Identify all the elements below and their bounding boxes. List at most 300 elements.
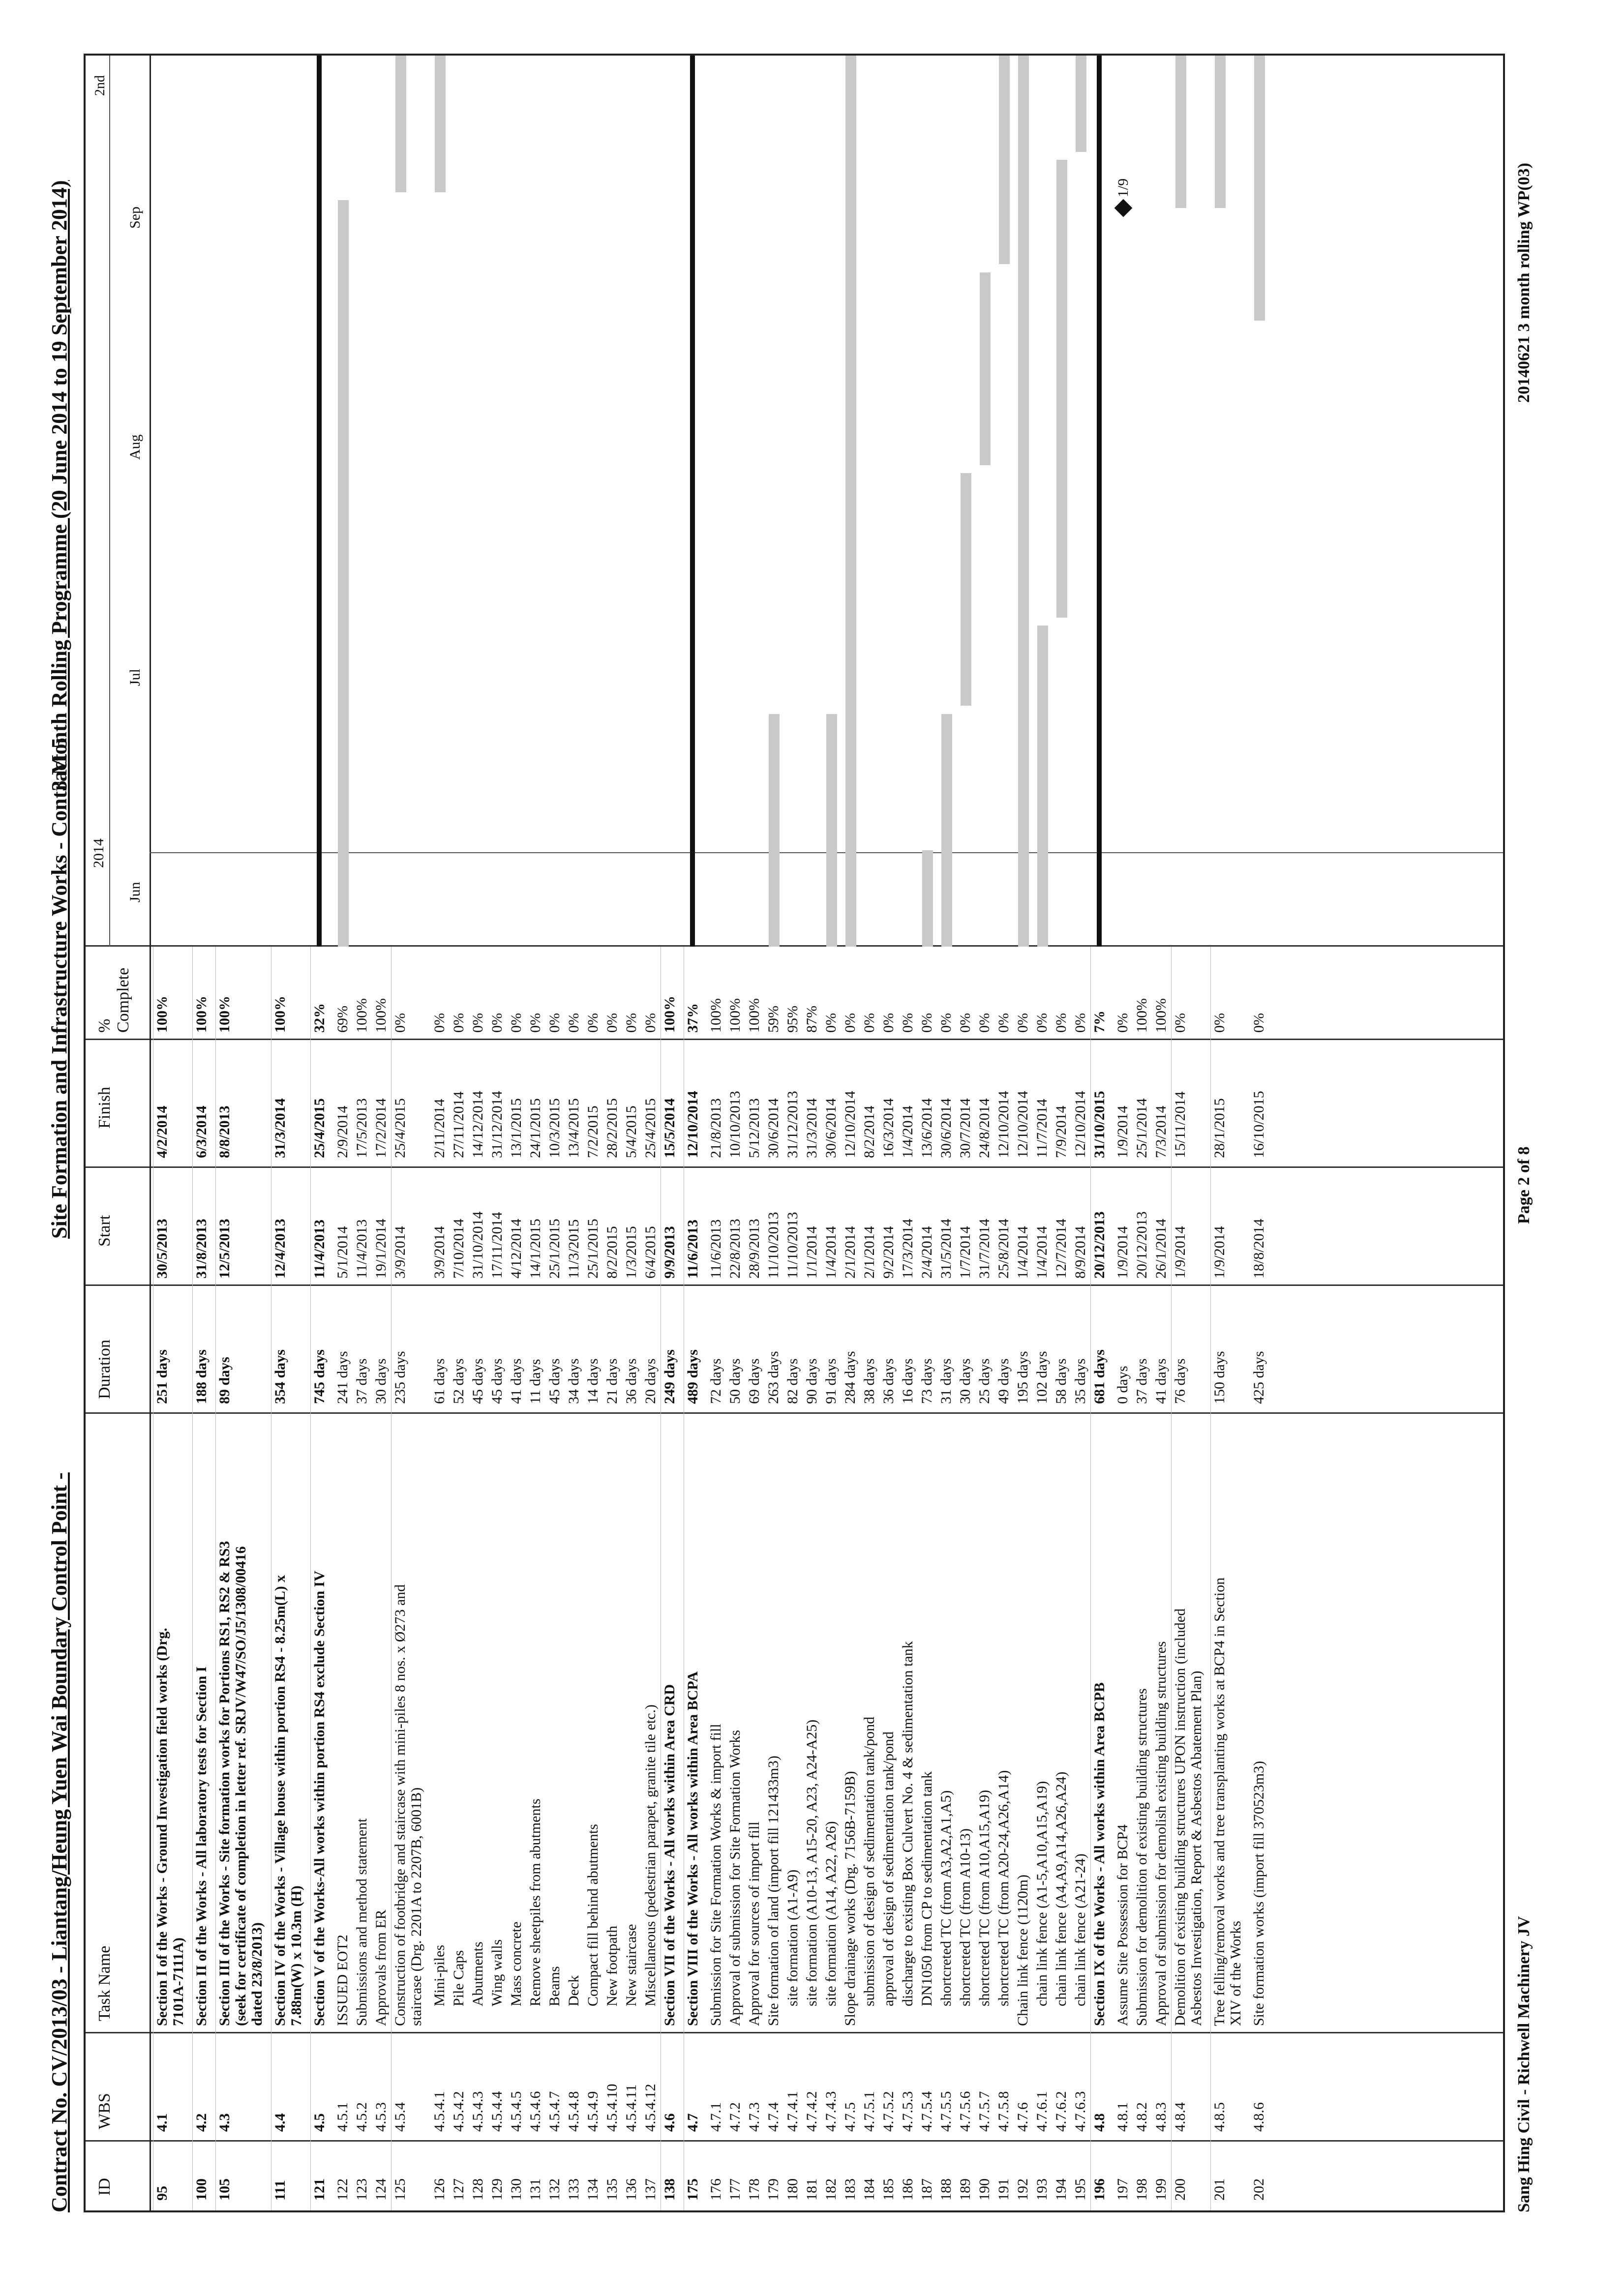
- row-id: 197: [1114, 2178, 1131, 2201]
- col-header-duration: Duration: [95, 1340, 114, 1399]
- row-duration: 73 days: [919, 1358, 935, 1404]
- row-task-name: shortcreted TC (from A3,A2,A1,A5): [938, 1790, 954, 2006]
- row-duration: 30 days: [373, 1358, 389, 1404]
- row-finish: 7/2/2015: [585, 1105, 601, 1158]
- row-task-name: DN1050 from CP to sedimentation tank: [919, 1771, 935, 2006]
- row-task-name: approval of design of sedimentation tank/pond: [880, 1731, 897, 2006]
- row-start: 3/9/2014: [431, 1226, 448, 1279]
- row-finish: 2/9/2014: [334, 1105, 351, 1158]
- row-start: 11/10/2013: [765, 1212, 782, 1279]
- milestone-marker: [1114, 199, 1133, 217]
- row-start: 31/10/2014: [470, 1211, 486, 1279]
- row-task-name: Submissions and method statement: [354, 1818, 370, 2026]
- row-finish: 8/8/2013: [216, 1105, 233, 1158]
- row-complete: 0%: [976, 1013, 992, 1033]
- row-duration: 41 days: [1153, 1358, 1169, 1404]
- row-start: 1/4/2014: [1034, 1226, 1050, 1279]
- row-wbs: 4.7.6.1: [1034, 2091, 1050, 2132]
- row-duration: 36 days: [880, 1358, 897, 1404]
- task-bar: [395, 56, 406, 192]
- row-task-name: Abutments: [470, 1941, 486, 2006]
- row-finish: 30/6/2014: [765, 1098, 782, 1158]
- row-wbs: 4.7.5.7: [976, 2091, 992, 2132]
- row-complete: 100%: [1134, 998, 1150, 1033]
- row-finish: 25/1/2014: [1134, 1098, 1150, 1158]
- row-duration: 30 days: [957, 1358, 973, 1404]
- row-complete: 0%: [957, 1013, 973, 1033]
- row-start: 8/9/2014: [1072, 1226, 1088, 1279]
- row-duration: 45 days: [470, 1358, 486, 1404]
- schedule-table: [84, 54, 1505, 2212]
- row-finish: 10/10/2013: [727, 1091, 743, 1158]
- row-task-name: Demolition of existing building structures UPON instruction (included: [1172, 1608, 1188, 2026]
- row-task-name: Remove sheetpiles from abutments: [527, 1798, 543, 2006]
- row-task-name: Mini-piles: [431, 1945, 448, 2006]
- row-task-name: Site formation works (import fill 370523m3): [1251, 1760, 1267, 2026]
- row-task-name: Site formation of land (import fill 121433m3): [765, 1756, 782, 2026]
- row-duration: 195 days: [1015, 1351, 1031, 1404]
- row-duration: 82 days: [784, 1358, 801, 1404]
- row-finish: 1/4/2014: [900, 1105, 916, 1158]
- row-complete: 0%: [919, 1013, 935, 1033]
- row-duration: 21 days: [604, 1358, 620, 1404]
- row-start: 20/12/2013: [1134, 1211, 1150, 1279]
- row-task-name: Chain link fence (1120m): [1015, 1875, 1031, 2026]
- row-task-name: Section IX of the Works - All works within Area BCPB: [1091, 1682, 1108, 2026]
- row-task-name: Approval of submission for Site Formation Works: [727, 1729, 743, 2026]
- row-start: 1/7/2014: [957, 1226, 973, 1279]
- row-complete: 0%: [900, 1013, 916, 1033]
- timeline-week-label: 2nd: [92, 75, 108, 96]
- row-start: 5/1/2014: [334, 1226, 351, 1279]
- row-start: 6/4/2015: [642, 1226, 659, 1279]
- row-finish: 6/3/2014: [193, 1105, 210, 1158]
- row-start: 1/9/2014: [1211, 1226, 1228, 1279]
- row-wbs: 4.5.3: [373, 2102, 389, 2132]
- task-bar: [1175, 56, 1186, 208]
- row-complete: 100%: [708, 998, 724, 1033]
- row-separator: [1171, 947, 1172, 2210]
- row-wbs: 4.5.4.10: [604, 2084, 620, 2132]
- row-wbs: 4.1: [154, 2113, 170, 2132]
- row-finish: 31/3/2014: [272, 1098, 288, 1158]
- row-duration: 90 days: [804, 1358, 820, 1404]
- row-id: 129: [489, 2178, 505, 2201]
- footer-contractor: Sang Hing Civil - Richwell Machinery JV: [1515, 1916, 1533, 2212]
- row-task-name: Miscellaneous (pedestrian parapet, granite tile etc.): [642, 1704, 659, 2006]
- col-header-id: ID: [95, 2178, 114, 2196]
- row-task-name: Tree felling/removal works and tree transplanting works at BCP4 in Section: [1211, 1577, 1228, 2026]
- row-complete: 95%: [784, 1006, 801, 1033]
- row-id: 124: [373, 2178, 389, 2201]
- row-duration: 489 days: [685, 1349, 701, 1404]
- row-duration: 34 days: [566, 1358, 582, 1404]
- row-id: 192: [1015, 2178, 1031, 2201]
- row-duration: 425 days: [1251, 1351, 1267, 1404]
- row-complete: 100%: [216, 996, 233, 1033]
- row-task-name: chain link fence (A21-24): [1072, 1853, 1088, 2006]
- row-id: 128: [470, 2178, 486, 2201]
- row-id: 199: [1153, 2178, 1169, 2201]
- row-duration: 58 days: [1053, 1358, 1069, 1404]
- row-wbs: 4.7.4.3: [823, 2091, 839, 2132]
- row-start: 25/1/2015: [585, 1219, 601, 1279]
- row-start: 7/10/2014: [451, 1219, 467, 1279]
- timeline-month-sep: Sep: [127, 207, 143, 229]
- row-duration: 354 days: [272, 1349, 288, 1404]
- row-complete: 0%: [642, 1013, 659, 1033]
- row-complete: 0%: [880, 1013, 897, 1033]
- contract-title: Contract No. CV/2013/03 - Liantang/Heung Yuen Wai Boundary Control Point -: [47, 1472, 71, 2212]
- row-duration: 91 days: [823, 1358, 839, 1404]
- row-complete: 0%: [585, 1013, 601, 1033]
- row-start: 11/4/2013: [354, 1219, 370, 1279]
- row-id: 191: [995, 2178, 1012, 2201]
- row-start: 17/11/2014: [489, 1212, 505, 1279]
- row-finish: 7/3/2014: [1153, 1105, 1169, 1158]
- row-complete: 0%: [1034, 1013, 1050, 1033]
- row-wbs: 4.5.4.12: [642, 2084, 659, 2132]
- row-task-name-cont: (seek for certificate of completion in letter ref. SRJV/W47/SO/J5/1308/00416: [233, 1546, 249, 2026]
- row-wbs: 4.7.2: [727, 2102, 743, 2132]
- row-duration: 45 days: [489, 1358, 505, 1404]
- row-task-name-cont: XIV of the Works: [1228, 1921, 1244, 2026]
- row-start: 4/12/2014: [508, 1219, 524, 1279]
- row-task-name-cont: Asbestos Investigation, Report & Asbestos Abatement Plan): [1188, 1670, 1204, 2026]
- task-bar: [999, 56, 1010, 264]
- row-start: 25/1/2015: [546, 1219, 563, 1279]
- row-finish: 15/11/2014: [1172, 1091, 1188, 1158]
- row-task-name: chain link fence (A1-5,A10,A15,A19): [1034, 1781, 1050, 2006]
- row-duration: 37 days: [354, 1358, 370, 1404]
- row-duration: 52 days: [451, 1358, 467, 1404]
- row-wbs: 4.8.1: [1114, 2102, 1131, 2132]
- row-duration: 235 days: [392, 1351, 408, 1404]
- row-start: 11/10/2013: [784, 1212, 801, 1279]
- row-finish: 13/6/2014: [919, 1098, 935, 1158]
- row-start: 9/9/2013: [662, 1226, 678, 1279]
- row-start: 3/9/2014: [392, 1226, 408, 1279]
- row-complete: 0%: [823, 1013, 839, 1033]
- row-id: 194: [1053, 2178, 1069, 2201]
- row-start: 12/4/2013: [272, 1219, 288, 1279]
- task-bar: [1037, 626, 1048, 947]
- row-wbs: 4.5.4.9: [585, 2091, 601, 2132]
- row-complete: 0%: [566, 1013, 582, 1033]
- row-complete: 100%: [1153, 998, 1169, 1033]
- row-start: 31/7/2014: [976, 1219, 992, 1279]
- row-duration: 72 days: [708, 1358, 724, 1404]
- row-id: 181: [804, 2178, 820, 2201]
- row-complete: 0%: [431, 1013, 448, 1033]
- row-complete: 100%: [193, 996, 210, 1033]
- row-complete: 100%: [746, 998, 762, 1033]
- row-task-name: Compact fill behind abutments: [585, 1824, 601, 2006]
- row-finish: 16/3/2014: [880, 1098, 897, 1158]
- row-wbs: 4.7.6.2: [1053, 2091, 1069, 2132]
- row-wbs: 4.3: [216, 2113, 233, 2132]
- row-complete: 0%: [1172, 1013, 1188, 1033]
- row-id: 193: [1034, 2178, 1050, 2201]
- row-task-name: Section IV of the Works - Village house within portion RS4 - 8.25m(L) x: [272, 1575, 288, 2026]
- row-wbs: 4.7.5.8: [995, 2091, 1012, 2132]
- row-task-name: site formation (A14, A22, A26): [823, 1821, 839, 2006]
- task-bar: [961, 473, 971, 706]
- row-duration: 36 days: [623, 1358, 639, 1404]
- row-task-name: Deck: [566, 1975, 582, 2006]
- row-complete: 0%: [392, 1013, 408, 1033]
- row-finish: 28/2/2015: [604, 1098, 620, 1158]
- row-duration: 76 days: [1172, 1358, 1188, 1404]
- row-wbs: 4.7.5.2: [880, 2091, 897, 2132]
- row-id: 201: [1211, 2178, 1228, 2201]
- row-task-name-cont: dated 23/8/2013): [249, 1922, 265, 2026]
- row-complete: 37%: [685, 1003, 701, 1033]
- row-duration: 681 days: [1091, 1349, 1108, 1404]
- row-start: 1/4/2014: [823, 1226, 839, 1279]
- row-task-name-cont: staircase (Drg. 2201A to 2207B, 6001B): [408, 1787, 424, 2026]
- row-start: 2/4/2014: [919, 1226, 935, 1279]
- row-complete: 59%: [765, 1006, 782, 1033]
- row-complete: 100%: [354, 998, 370, 1033]
- row-complete: 100%: [272, 996, 288, 1033]
- summary-bar: [317, 56, 322, 947]
- row-wbs: 4.7.5: [842, 2102, 858, 2132]
- row-duration: 20 days: [642, 1358, 659, 1404]
- row-wbs: 4.7.5.6: [957, 2091, 973, 2132]
- row-duration: 69 days: [746, 1358, 762, 1404]
- row-start: 12/5/2013: [216, 1219, 233, 1279]
- row-task-name: Construction of footbridge and staircase with mini-piles 8 nos. x Ø273 and: [392, 1584, 408, 2026]
- row-finish: 15/5/2014: [662, 1098, 678, 1158]
- row-wbs: 4.8: [1091, 2113, 1108, 2132]
- row-task-name: Wing walls: [489, 1939, 505, 2006]
- row-wbs: 4.8.5: [1211, 2102, 1228, 2132]
- task-bar: [338, 200, 349, 947]
- row-task-name: chain link fence (A4,A9,A14,A26,A24): [1053, 1771, 1069, 2006]
- row-complete: 0%: [861, 1013, 877, 1033]
- row-complete: 0%: [508, 1013, 524, 1033]
- row-duration: 49 days: [995, 1358, 1012, 1404]
- row-complete: 0%: [995, 1013, 1012, 1033]
- row-wbs: 4.2: [193, 2113, 210, 2132]
- task-bar: [1215, 56, 1226, 208]
- row-start: 17/3/2014: [900, 1219, 916, 1279]
- task-bar: [1076, 56, 1086, 152]
- row-duration: 150 days: [1211, 1351, 1228, 1404]
- row-complete: 0%: [451, 1013, 467, 1033]
- row-wbs: 4.5.4.4: [489, 2091, 505, 2132]
- row-finish: 4/2/2014: [154, 1105, 170, 1158]
- row-id: 135: [604, 2178, 620, 2201]
- row-id: 126: [431, 2178, 448, 2201]
- row-task-name: Section V of the Works-All works within portion RS4 exclude Section IV: [311, 1571, 328, 2026]
- task-bar: [1018, 56, 1029, 947]
- row-wbs: 4.8.3: [1153, 2102, 1169, 2132]
- row-id: 202: [1251, 2178, 1267, 2201]
- row-wbs: 4.7.5.3: [900, 2091, 916, 2132]
- row-task-name: Mass concrete: [508, 1921, 524, 2006]
- row-wbs: 4.7.6: [1015, 2102, 1031, 2132]
- summary-bar: [1097, 56, 1102, 947]
- row-complete: 32%: [311, 1003, 328, 1033]
- row-id: 182: [823, 2178, 839, 2201]
- row-finish: 1/9/2014: [1114, 1105, 1131, 1158]
- timeline-month-jun: Jun: [127, 882, 143, 902]
- row-task-name: shortcreted TC (from A10,A15,A19): [976, 1789, 992, 2006]
- row-start: 1/4/2014: [1015, 1226, 1031, 1279]
- row-duration: 14 days: [585, 1358, 601, 1404]
- row-wbs: 4.5.4.11: [623, 2084, 639, 2132]
- row-finish: 12/10/2014: [1015, 1091, 1031, 1158]
- timeline-month-aug: Aug: [127, 434, 143, 460]
- row-wbs: 4.7.4.1: [784, 2091, 801, 2132]
- timeline-month-jul: Jul: [127, 668, 143, 686]
- row-task-name: site formation (A10-13, A15-20, A23, A24-A25): [804, 1719, 820, 2006]
- row-task-name: submission of design of sedimentation tank/pond: [861, 1716, 877, 2006]
- row-duration: 188 days: [193, 1349, 210, 1404]
- row-id: 133: [566, 2178, 582, 2201]
- row-complete: 0%: [1015, 1013, 1031, 1033]
- row-task-name: Approval for sources of import fill: [746, 1821, 762, 2026]
- row-finish: 24/8/2014: [976, 1098, 992, 1158]
- row-wbs: 4.5.4.7: [546, 2091, 563, 2132]
- row-id: 105: [216, 2178, 233, 2201]
- row-finish: 12/10/2014: [995, 1091, 1012, 1158]
- row-complete: 0%: [1251, 1013, 1267, 1033]
- row-duration: 284 days: [842, 1351, 858, 1404]
- row-finish: 25/4/2015: [642, 1098, 659, 1158]
- row-start: 28/9/2013: [746, 1219, 762, 1279]
- row-finish: 30/6/2014: [823, 1098, 839, 1158]
- milestone-label: 1/9: [1115, 178, 1131, 198]
- row-finish: 25/4/2015: [392, 1098, 408, 1158]
- col-header-complete: Complete: [114, 967, 132, 1033]
- col-header-task-name: Task Name: [95, 1945, 114, 2021]
- task-bar: [941, 714, 952, 947]
- row-task-name: ISSUED EOT2: [334, 1935, 351, 2026]
- row-start: 1/1/2014: [804, 1226, 820, 1279]
- row-task-name: Approvals from ER: [373, 1909, 389, 2026]
- row-id: 122: [334, 2178, 351, 2201]
- row-id: 184: [861, 2178, 877, 2201]
- row-id: 177: [727, 2178, 743, 2201]
- row-id: 138: [662, 2178, 678, 2201]
- row-task-name-cont: 7101A-7111A): [170, 1938, 186, 2026]
- row-id: 125: [392, 2178, 408, 2201]
- row-finish: 8/2/2014: [861, 1105, 877, 1158]
- row-start: 11/6/2013: [685, 1219, 701, 1279]
- row-task-name: Assume Site Possession for BCP4: [1114, 1824, 1131, 2026]
- row-task-name: Section VIII of the Works - All works within Area BCPA: [685, 1671, 701, 2026]
- row-finish: 30/7/2014: [957, 1098, 973, 1158]
- row-wbs: 4.5.4.3: [470, 2091, 486, 2132]
- row-complete: 0%: [546, 1013, 563, 1033]
- row-wbs: 4.8.2: [1134, 2102, 1150, 2132]
- row-complete: 0%: [842, 1013, 858, 1033]
- row-wbs: 4.7.3: [746, 2102, 762, 2132]
- row-task-name: Pile Caps: [451, 1950, 467, 2006]
- row-separator: [1210, 947, 1211, 2210]
- row-start: 9/2/2014: [880, 1226, 897, 1279]
- row-duration: 61 days: [431, 1358, 448, 1404]
- row-complete: 0%: [1114, 1013, 1131, 1033]
- row-complete: 0%: [1211, 1013, 1228, 1033]
- row-start: 26/1/2014: [1153, 1219, 1169, 1279]
- summary-bar: [690, 56, 695, 947]
- col-header-start: Start: [95, 1215, 114, 1247]
- row-duration: 249 days: [662, 1349, 678, 1404]
- row-finish: 5/12/2013: [746, 1098, 762, 1158]
- row-complete: 0%: [470, 1013, 486, 1033]
- row-finish: 31/12/2013: [784, 1091, 801, 1158]
- row-id: 111: [272, 2180, 288, 2201]
- timeline-year: 2014: [90, 838, 107, 868]
- row-wbs: 4.5.4.5: [508, 2091, 524, 2132]
- row-finish: 24/1/2015: [527, 1098, 543, 1158]
- row-duration: 41 days: [508, 1358, 524, 1404]
- row-start: 14/1/2015: [527, 1219, 543, 1279]
- row-wbs: 4.5.4.2: [451, 2091, 467, 2132]
- row-wbs: 4.5.2: [354, 2102, 370, 2132]
- row-task-name: Section II of the Works - All laboratory tests for Section I: [193, 1666, 210, 2026]
- row-start: 2/1/2014: [842, 1226, 858, 1279]
- row-complete: 0%: [1053, 1013, 1069, 1033]
- task-bar: [980, 272, 991, 465]
- row-wbs: 4.7: [685, 2113, 701, 2132]
- row-finish: 5/4/2015: [623, 1105, 639, 1158]
- row-id: 190: [976, 2178, 992, 2201]
- row-duration: 50 days: [727, 1358, 743, 1404]
- row-finish: 14/12/2014: [470, 1091, 486, 1158]
- row-task-name: Section III of the Works - Site formation works for Portions RS1, RS2 & RS3: [216, 1541, 233, 2026]
- row-finish: 25/4/2015: [311, 1098, 328, 1158]
- row-id: 188: [938, 2178, 954, 2201]
- row-finish: 12/10/2014: [842, 1091, 858, 1158]
- row-wbs: 4.7.1: [708, 2102, 724, 2132]
- row-wbs: 4.4: [272, 2113, 288, 2132]
- row-start: 8/2/2015: [604, 1226, 620, 1279]
- row-finish: 13/1/2015: [508, 1098, 524, 1158]
- row-id: 175: [685, 2178, 701, 2201]
- row-start: 1/9/2014: [1114, 1226, 1131, 1279]
- row-task-name: shortcreted TC (from A10-13): [957, 1828, 973, 2006]
- row-id: 137: [642, 2178, 659, 2201]
- row-complete: 69%: [334, 1006, 351, 1033]
- row-start: 1/9/2014: [1172, 1226, 1188, 1279]
- row-finish: 10/3/2015: [546, 1098, 563, 1158]
- row-separator: [192, 947, 193, 2210]
- row-wbs: 4.7.4: [765, 2102, 782, 2132]
- row-id: 95: [154, 2186, 170, 2201]
- row-duration: 35 days: [1072, 1358, 1088, 1404]
- row-duration: 16 days: [900, 1358, 916, 1404]
- task-bar: [826, 714, 837, 947]
- row-finish: 12/10/2014: [685, 1091, 701, 1158]
- col-header-finish: Finish: [95, 1086, 114, 1129]
- row-duration: 38 days: [861, 1358, 877, 1404]
- row-finish: 13/4/2015: [566, 1098, 582, 1158]
- row-id: 185: [880, 2178, 897, 2201]
- row-complete: 0%: [489, 1013, 505, 1033]
- row-finish: 12/10/2014: [1072, 1091, 1088, 1158]
- row-id: 136: [623, 2178, 639, 2201]
- row-complete: 100%: [373, 998, 389, 1033]
- row-task-name: Approval of submission for demolish existing building structures: [1153, 1641, 1169, 2026]
- row-finish: 28/1/2015: [1211, 1098, 1228, 1158]
- row-id: 100: [193, 2178, 210, 2201]
- row-start: 20/12/2013: [1091, 1211, 1108, 1279]
